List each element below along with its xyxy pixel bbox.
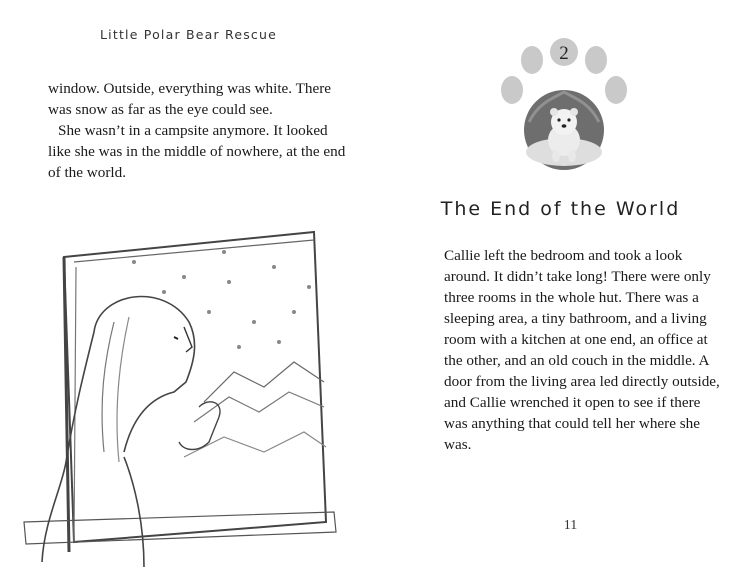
right-body-text <box>444 245 724 455</box>
paw-print-chapter-badge <box>494 32 634 172</box>
paragraph: Callie left the bedroom and took a look around. It didn’t take long! There were only three rooms in the whole hut. There was a sleeping area, a tiny bathroom, and a living room with a kitchen at one end, an office at the other, and an old couch in the middle. A door from the living area led directly outside, and Callie wrenched it open to see if there was anything that could tell her where she was. <box>444 247 720 453</box>
chapter-number: 2 <box>559 43 569 64</box>
running-head: Little Polar Bear Rescue <box>100 27 278 42</box>
page-number: 11 <box>563 518 578 533</box>
left-body-text <box>48 78 348 183</box>
paw-toe-shape <box>605 76 627 104</box>
left-page <box>0 0 370 576</box>
paw-toe-shape <box>521 46 543 74</box>
right-page <box>374 0 747 576</box>
chapter-title: The End of the World <box>440 198 681 220</box>
paw-toe-shape <box>585 46 607 74</box>
paragraph: She wasn’t in a campsite anymore. It looked like she was in the middle of nowhere, at the end of the world. <box>48 122 346 181</box>
girl-at-window-illustration <box>14 222 354 567</box>
paw-toe-shape <box>501 76 523 104</box>
paragraph: window. Outside, everything was white. There was snow as far as the eye could see. <box>48 80 332 118</box>
